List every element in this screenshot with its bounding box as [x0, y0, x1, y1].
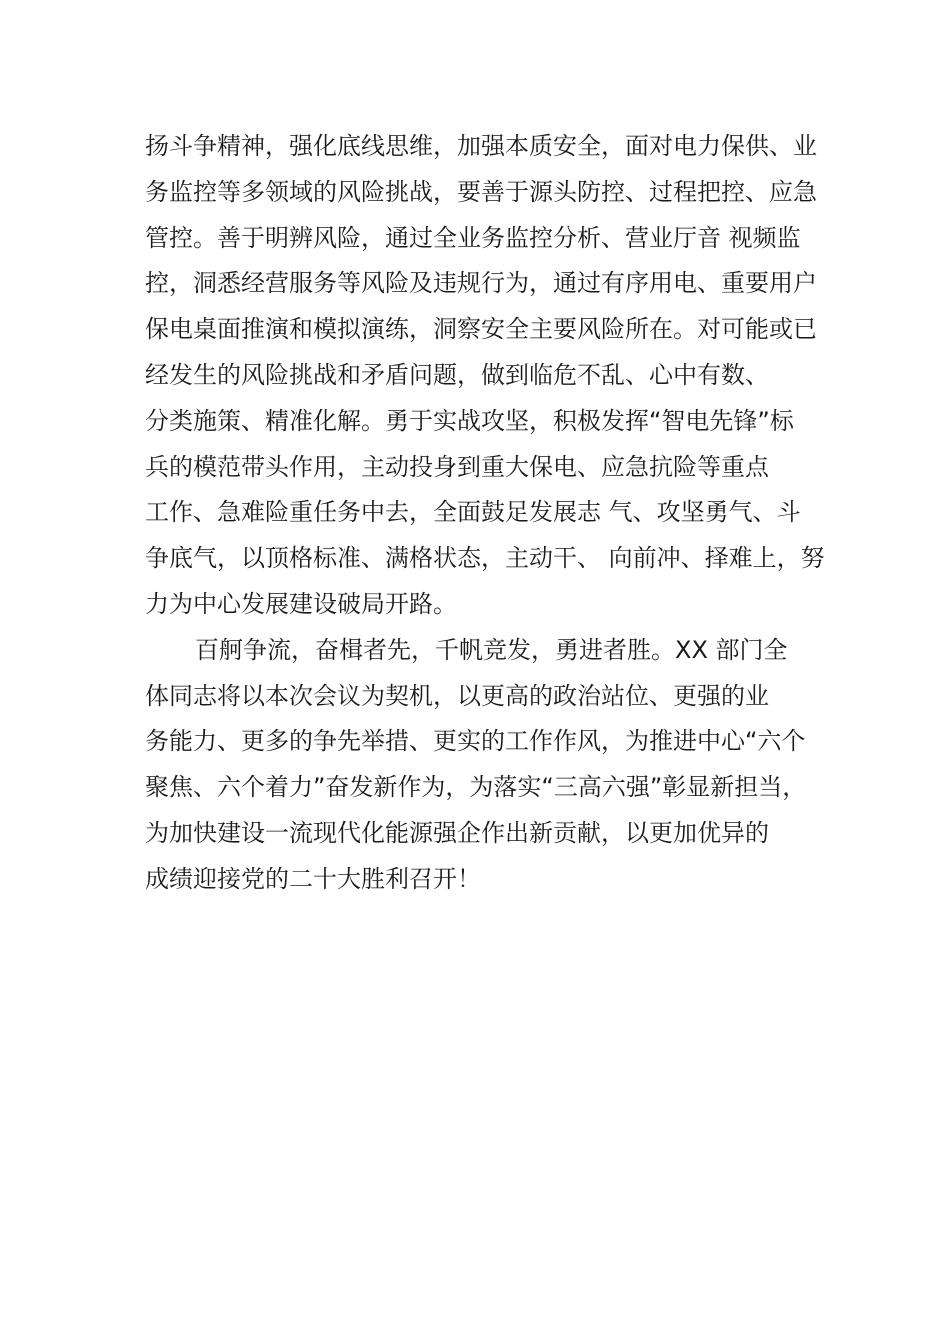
paragraph-line: 务监控等多领域的风险挑战，要善于源头防控、过程把控、应急 [145, 177, 817, 206]
paragraph-line: 争底气，以顶格标准、满格状态，主动干、 向前冲、择难上，努 [145, 544, 825, 573]
paragraph-line: 分类施策、精准化解。勇于实战攻坚，积极发挥“智电先锋”标 [145, 406, 794, 435]
paragraph-line: 工作、急难险重任务中去，全面鼓足发展志 气、攻坚勇气、斗 [145, 498, 801, 527]
paragraph-line: 控，洞悉经营服务等风险及违规行为，通过有序用电、重要用户 [145, 269, 817, 298]
paragraph-line: 管控。善于明辨风险，通过全业务监控分析、营业厅音 视频监 [145, 223, 801, 252]
paragraph-line: 为加快建设一流现代化能源强企作出新贡献，以更加优异的 [145, 818, 769, 847]
paragraph-line: 经发生的风险挑战和矛盾问题，做到临危不乱、心中有数、 [145, 360, 769, 389]
paragraph-line: 百舸争流，奋楫者先，千帆竞发，勇进者胜。XX 部门全 [195, 635, 788, 664]
paragraph-line: 成绩迎接党的二十大胜利召开！ [145, 864, 481, 893]
paragraph-line: 聚焦、六个着力”奋发新作为，为落实“三高六强”彰显新担当， [145, 773, 807, 802]
document-body [145, 124, 835, 903]
paragraph-line: 保电桌面推演和模拟演练，洞察安全主要风险所在。对可能或已 [145, 315, 817, 344]
paragraph-line: 力为中心发展建设破局开路。 [145, 589, 457, 618]
paragraph-2 [145, 628, 835, 903]
paragraph-line: 扬斗争精神，强化底线思维，加强本质安全，面对电力保供、业 [145, 132, 817, 160]
paragraph-line: 兵的模范带头作用，主动投身到重大保电、应急抗险等重点 [145, 452, 769, 481]
paragraph-line: 务能力、更多的争先举措、更实的工作作风，为推进中心“六个 [145, 727, 806, 756]
paragraph-1 [145, 124, 835, 628]
paragraph-line: 体同志将以本次会议为契机，以更高的政治站位、更强的业 [145, 681, 769, 710]
